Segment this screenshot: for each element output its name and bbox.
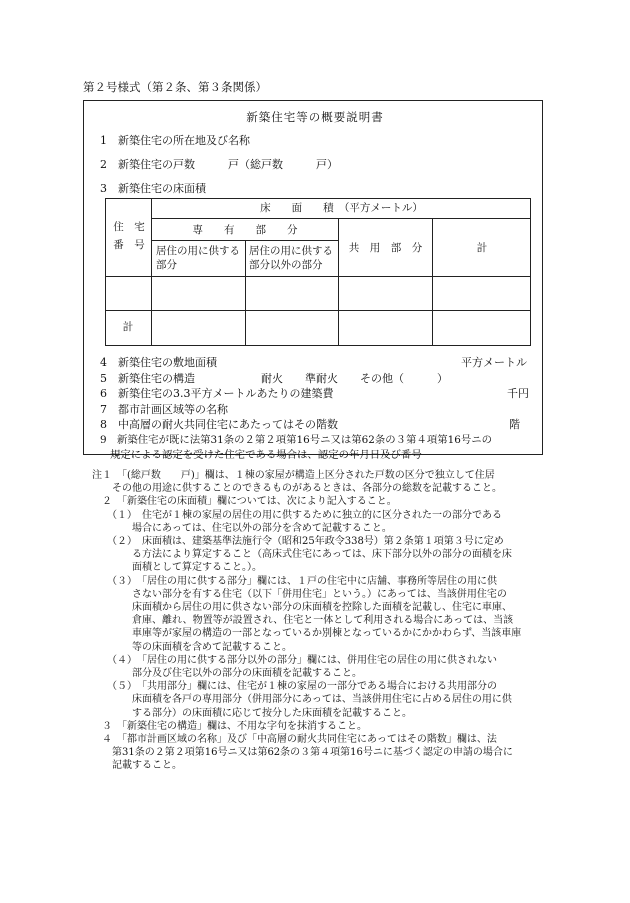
note-line: 床面積を各戸の専用部分（併用部分にあっては、当該併用住宅に占める居住の用に供 <box>92 694 512 706</box>
note-line: （２） 床面積は、建築基準法施行令（昭和25年政令338号）第２条第１項第３号に定め <box>92 536 504 548</box>
note-line: さない部分を有する住宅（以下「併用住宅」という。）にあっては、当該併用住宅の <box>92 588 507 600</box>
floor-area-table <box>105 198 531 346</box>
item-9-line2: 規定による認定を受けた住宅である場合は、認定の年月日及び番号 <box>110 449 422 461</box>
note-line: 部分及び住宅以外の部分の床面積を記載すること。 <box>92 668 362 680</box>
note-line: ３ 「新築住宅の構造」欄は、不用な字句を抹消すること。 <box>92 720 367 732</box>
item-1-location: 1 新築住宅の所在地及び名称 <box>100 134 250 147</box>
item-8-floors: 8 中高層の耐火共同住宅にあたってはその階数 <box>100 418 338 431</box>
note-line: 場合にあっては、住宅以外の部分を含めて記載すること。 <box>92 522 392 534</box>
total-row-label: 計 <box>122 321 134 333</box>
note-line: （５） 「共用部分」欄には、住宅が１棟の家屋の一部分である場合における共用部分の <box>92 681 497 693</box>
item-8-unit: 階 <box>509 418 520 431</box>
house-number-header-2: 番 号 <box>113 239 145 251</box>
item-2-units: 2 新築住宅の戸数 戸（総戸数 戸） <box>100 158 338 171</box>
form-title: 新築住宅等の概要説明書 <box>246 110 384 124</box>
item-4-site-area: 4 新築住宅の敷地面積 <box>100 356 217 369</box>
col-residential-line1: 居住の用に供する <box>156 245 240 257</box>
note-line: ２ 「新築住宅の床面積」欄については、次により記入すること。 <box>92 496 397 508</box>
note-line: 記載すること。 <box>92 760 182 772</box>
item-7-city-planning: 7 都市計画区域等の名称 <box>100 403 228 416</box>
note-line: 車庫等が家屋の構造の一部となっているか別棟となっているかにかかわらず、当該車庫 <box>92 628 522 640</box>
exclusive-part-header: 専 有 部 分 <box>192 224 298 236</box>
col-residential-line2: 部分 <box>156 259 177 271</box>
note-line: 注１ 「(総戸数 戸)」欄は、１棟の家屋が構造上区分された戸数の区分で独立して住居 <box>92 470 495 481</box>
col-non-residential-line1: 居住の用に供する <box>249 245 333 257</box>
notes-block <box>92 469 521 773</box>
note-line: 第31条の２第２項第16号ニ又は第62条の３第４項第16号ニに基づく認定の申請の場合に <box>92 747 513 759</box>
note-line: （３） 「居住の用に供する部分」欄には、１戸の住宅中に店舗、事務所等居住の用に供 <box>92 575 497 587</box>
form-label: 第２号様式（第２条、第３条関係） <box>83 80 267 94</box>
note-line: する部分）の床面積に応じて按分した床面積を記載すること。 <box>92 707 412 719</box>
note-line: （１） 住宅が１棟の家屋の居住の用に供するために独立的に区分された一の部分である <box>92 509 502 521</box>
note-line: （４） 「居住の用に供する部分以外の部分」欄には、併用住宅の居住の用に供されない <box>92 654 497 666</box>
item-9-line1: 9 新築住宅が既に法第31条の２第２項第16号ニ又は第62条の３第４項第16号ニの <box>100 434 492 446</box>
note-line: ４ 「都市計画区域の名称」及び「中高層の耐火共同住宅にあってはその階数」欄は、法 <box>92 734 497 746</box>
item-6-cost: 6 新築住宅の3.3平方メートルあたりの建築費 <box>100 387 334 400</box>
floor-area-header: 床 面 積 （平方メートル） <box>260 202 423 214</box>
item-5-structure: 5 新築住宅の構造 耐火 準耐火 その他（ ） <box>100 372 448 385</box>
note-line: 等の床面積を含めて記載すること。 <box>92 641 292 653</box>
note-line: る方法により算定すること（高床式住宅にあっては、床下部分以外の部分の面積を床 <box>92 549 512 561</box>
note-line: 面積として算定すること。）。 <box>92 562 262 574</box>
note-line: 床面積から居住の用に供さない部分の床面積を控除した面積を記載し、住宅に車庫、 <box>92 602 512 614</box>
total-column-header: 計 <box>476 242 488 254</box>
note-line: その他の用途に供することのできるものがあるときは、各部分の総数を記載すること。 <box>92 483 502 495</box>
item-6-unit: 千円 <box>507 387 529 400</box>
item-4-unit: 平方メートル <box>461 356 527 369</box>
col-non-residential-line2: 部分以外の部分 <box>249 259 323 271</box>
item-3-floor-area: 3 新築住宅の床面積 <box>100 182 206 195</box>
note-line: 倉庫、離れ、物置等が設置され、住宅と一体として利用される場合にあっては、当該 <box>92 615 514 627</box>
house-number-header-1: 住 宅 <box>113 221 145 233</box>
common-part-header: 共 用 部 分 <box>348 242 423 254</box>
